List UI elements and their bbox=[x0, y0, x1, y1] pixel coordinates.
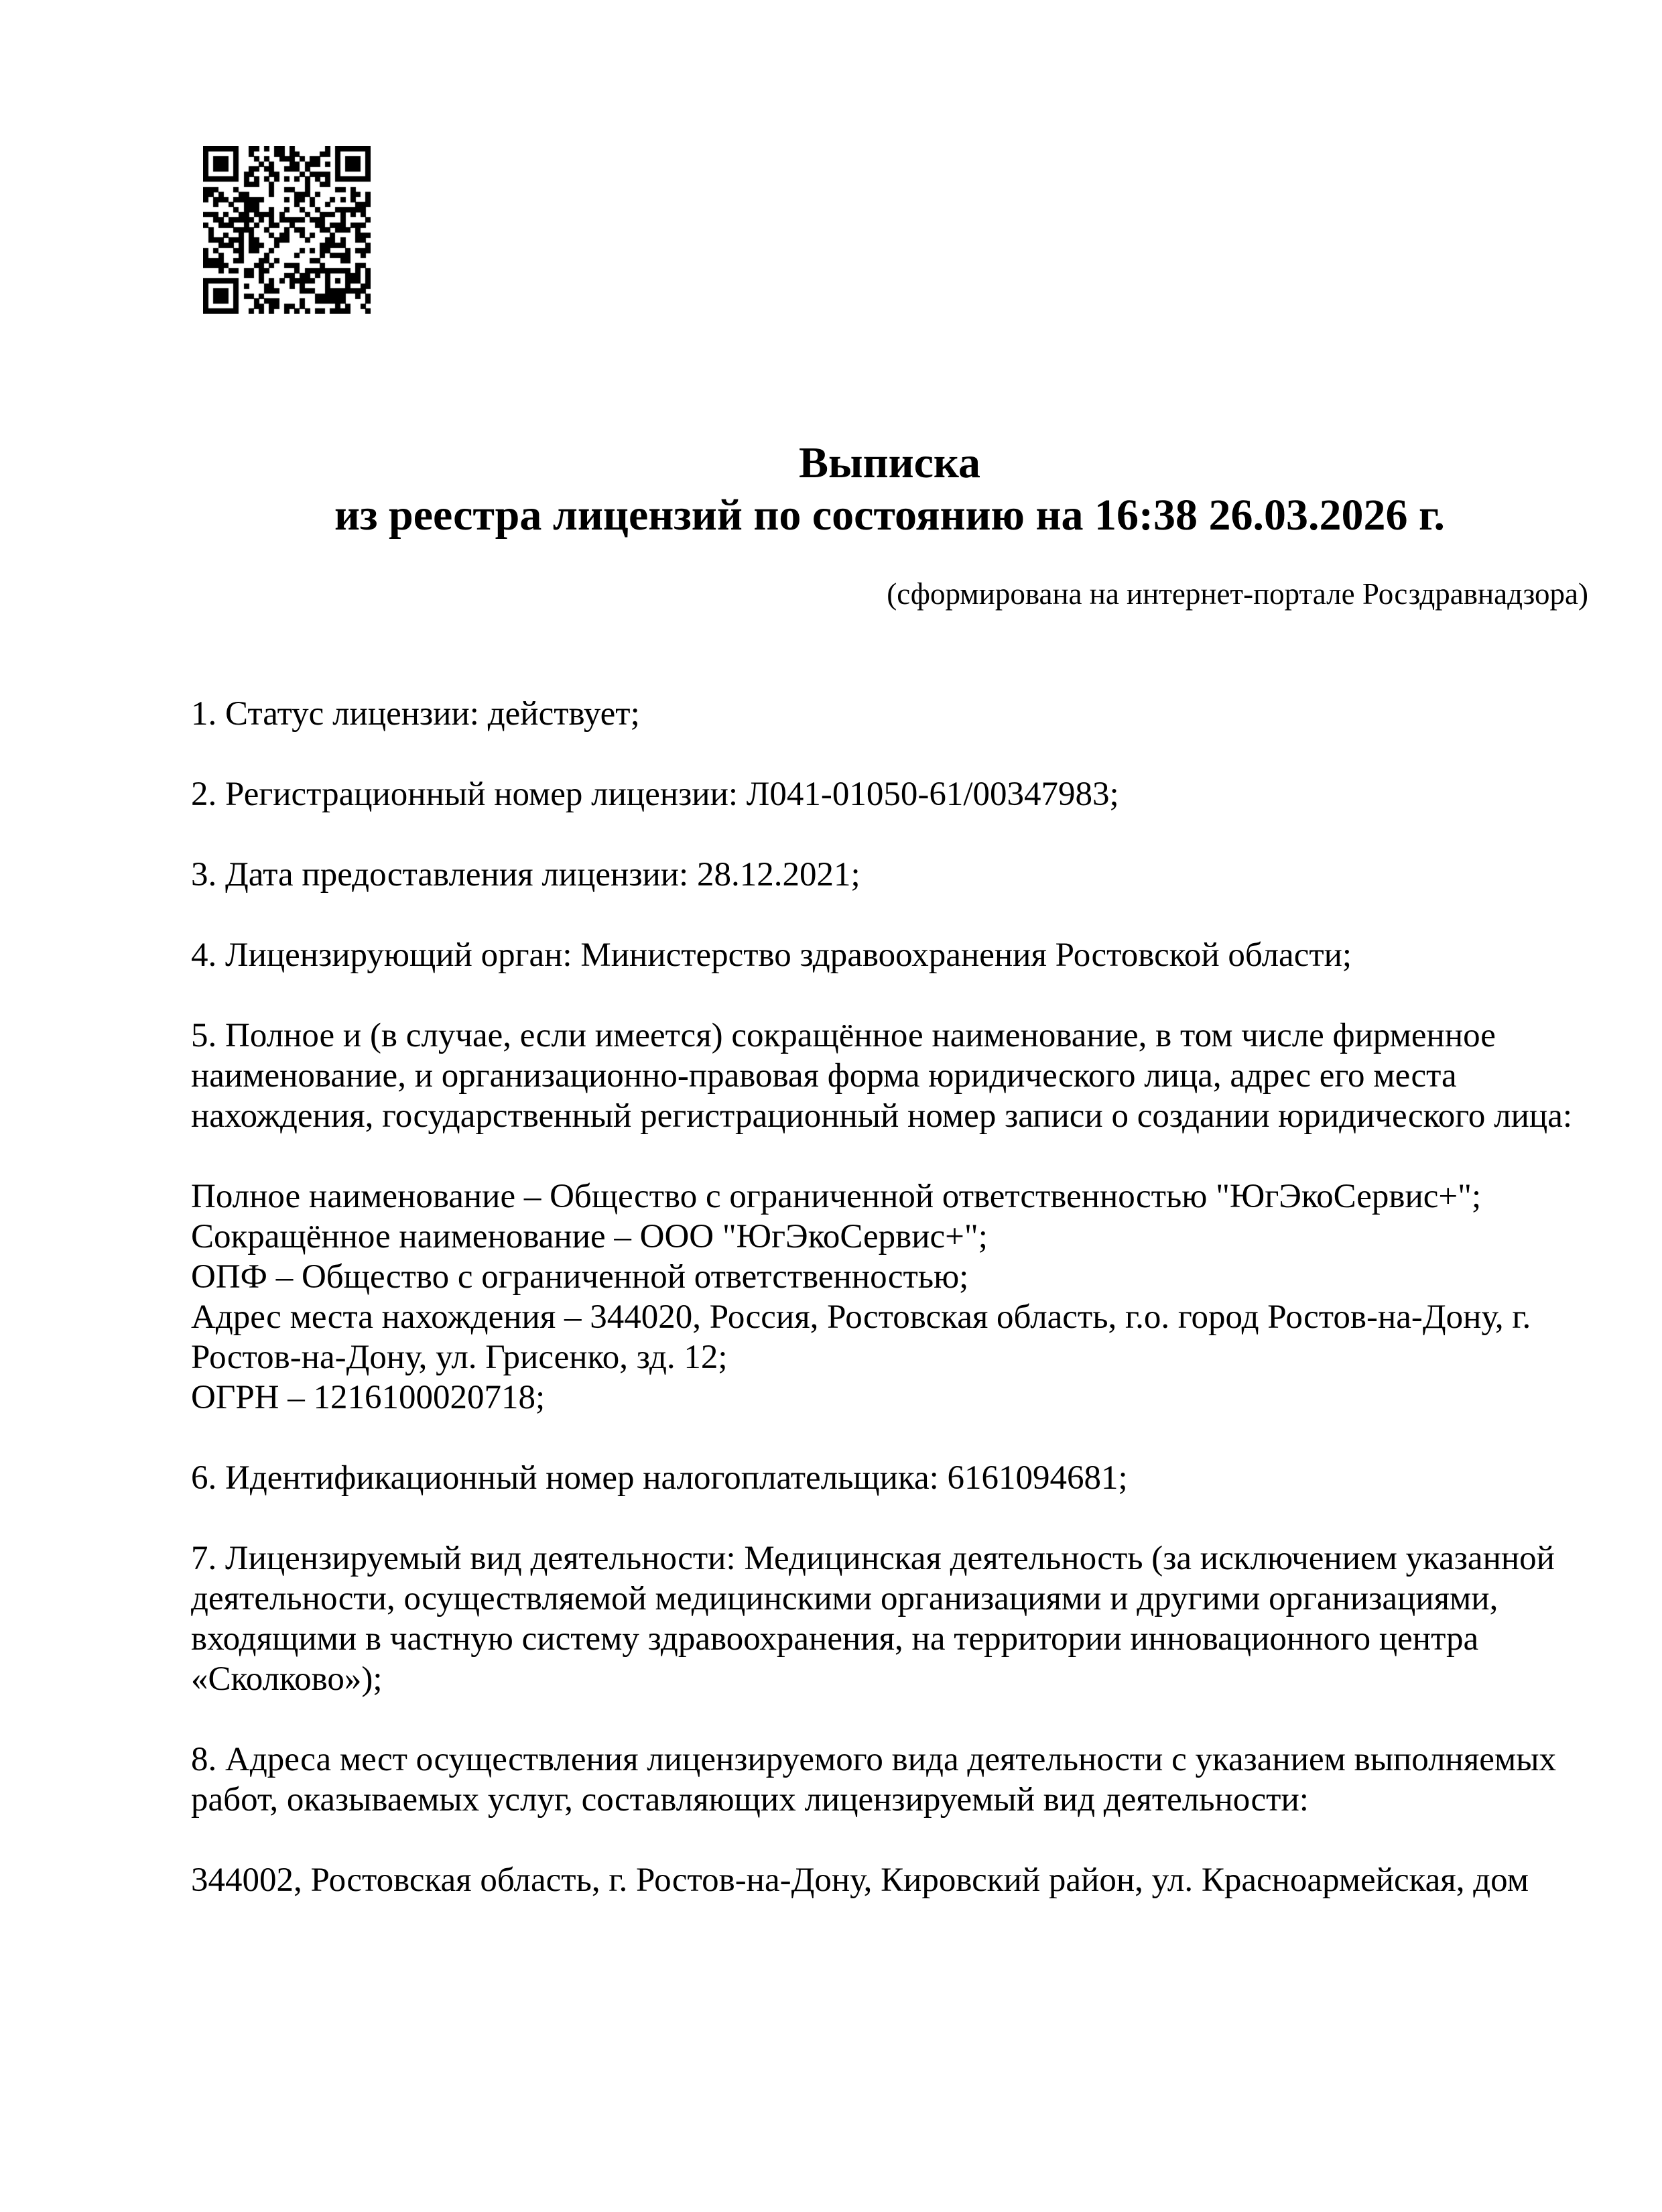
text-line: работ, оказываемых услуг, составляющих лицензируемый вид деятельности: bbox=[191, 1781, 1309, 1819]
text-line: 1. Статус лицензии: действует; bbox=[191, 695, 640, 733]
paragraph bbox=[191, 935, 1605, 975]
text-line: деятельности, осуществляемой медицинскими организациями и другими организациями, bbox=[191, 1580, 1498, 1617]
paragraph bbox=[191, 694, 1605, 734]
paragraph bbox=[191, 1016, 1605, 1136]
text-line: «Сколково»); bbox=[191, 1660, 383, 1698]
text-line: Полное наименование – Общество с ограниченной ответственностью "ЮгЭкоСервис+"; bbox=[191, 1178, 1482, 1215]
document-title bbox=[191, 437, 1588, 542]
text-line: Сокращённое наименование – ООО "ЮгЭкоСервис+"; bbox=[191, 1218, 988, 1255]
paragraph bbox=[191, 1739, 1605, 1820]
text-line: 6. Идентификационный номер налогоплательщика: 6161094681; bbox=[191, 1459, 1128, 1497]
paragraph bbox=[191, 1458, 1605, 1498]
text-line: Адрес места нахождения – 344020, Россия, Ростовская область, г.о. город Ростов-на-Дону, г. bbox=[191, 1298, 1531, 1336]
text-line: 344002, Ростовская область, г. Ростов-на-Дону, Кировский район, ул. Красноармейская, дом bbox=[191, 1861, 1529, 1899]
document-title-line2: из реестра лицензий по состоянию на 16:38 26.03.2026 г. bbox=[334, 491, 1445, 540]
document-body bbox=[191, 694, 1605, 1900]
paragraph bbox=[191, 855, 1605, 895]
text-line: 8. Адреса мест осуществления лицензируемого вида деятельности с указанием выполняемых bbox=[191, 1741, 1556, 1778]
text-line: 4. Лицензирующий орган: Министерство здравоохранения Ростовской области; bbox=[191, 936, 1352, 974]
text-line: 7. Лицензируемый вид деятельности: Медицинская деятельность (за исключением указанной bbox=[191, 1540, 1555, 1577]
paragraph bbox=[191, 1860, 1605, 1900]
paragraph bbox=[191, 774, 1605, 814]
text-line: 2. Регистрационный номер лицензии: Л041-01050-61/00347983; bbox=[191, 776, 1119, 813]
text-line: 5. Полное и (в случае, если имеется) сокращённое наименование, в том числе фирменное bbox=[191, 1017, 1496, 1054]
text-line: ОПФ – Общество с ограниченной ответственностью; bbox=[191, 1258, 969, 1296]
document-subtitle: (сформирована на интернет-портале Росздравнадзора) bbox=[887, 577, 1588, 611]
text-line: входящими в частную систему здравоохранения, на территории инновационного центра bbox=[191, 1620, 1479, 1658]
paragraph bbox=[191, 1176, 1605, 1418]
qr-code-icon bbox=[203, 146, 371, 314]
text-line: наименование, и организационно-правовая форма юридического лица, адрес его места bbox=[191, 1057, 1457, 1095]
text-line: 3. Дата предоставления лицензии: 28.12.2021; bbox=[191, 856, 860, 894]
text-line: нахождения, государственный регистрационный номер записи о создании юридического лица: bbox=[191, 1097, 1573, 1135]
text-line: ОГРН – 1216100020718; bbox=[191, 1379, 546, 1416]
text-line: Ростов-на-Дону, ул. Грисенко, зд. 12; bbox=[191, 1339, 728, 1376]
paragraph bbox=[191, 1538, 1605, 1699]
document-title-line1: Выписка bbox=[799, 438, 980, 487]
